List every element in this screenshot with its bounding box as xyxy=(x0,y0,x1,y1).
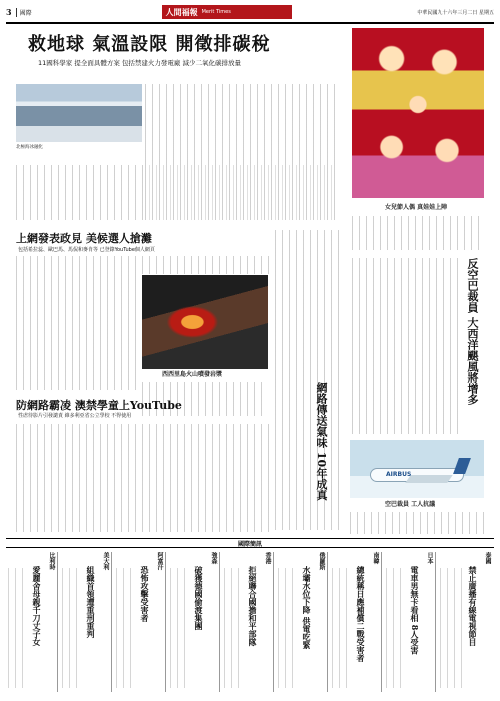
brief-title-4: 破獲德國偷渡集團 xyxy=(194,566,204,630)
dolls-caption: 女兒節人偶 真娃娃上陣 xyxy=(385,204,448,211)
brief-title-8: 電車男無卡看相 8人受害 xyxy=(410,566,420,655)
brief-label-8: 日本 xyxy=(426,552,433,564)
brief-text-2 xyxy=(62,568,82,688)
brief-label-5: 香港 xyxy=(264,552,271,564)
odor-headline: 網路傳送氣味 10年成真 xyxy=(315,382,328,501)
youtube-story-text-2 xyxy=(142,256,272,274)
plane-wing xyxy=(405,475,453,483)
brief-label-9: 泰國 xyxy=(484,552,491,564)
airbus-headline: 反空巴裁員 大西洋颶風將增多 xyxy=(466,258,479,405)
arctic-sea-photo xyxy=(16,84,142,142)
brief-text-3 xyxy=(116,568,136,688)
brief-column-6 xyxy=(276,552,328,692)
airbus-caption: 空巴裁員 工人抗議 xyxy=(385,501,436,508)
plane-tail xyxy=(453,458,471,474)
brief-label-6: 俄羅斯 xyxy=(318,552,325,570)
youtube-story-headline: 上網發表政見 美候選人搶灘 xyxy=(16,232,152,245)
australia-youtube-headline: 防網路霸凌 澳禁學童上YouTube xyxy=(16,399,182,412)
brief-text-1 xyxy=(8,568,28,688)
brief-column-1 xyxy=(6,552,58,692)
brief-text-7 xyxy=(332,568,352,688)
brief-column-2 xyxy=(60,552,112,692)
brief-column-9 xyxy=(438,552,494,692)
brief-title-1: 愛麗舍母親千刀丈子女 xyxy=(32,566,42,646)
masthead-english: Merit Times xyxy=(201,9,231,15)
brief-text-8 xyxy=(386,568,406,688)
main-story-columns xyxy=(145,84,338,220)
youtube-story-deck: 包括希拉蕊、歐巴馬、馬侃和麥肯等 已登錄YouTube個人網頁 xyxy=(18,247,155,253)
airbus-caption-text xyxy=(350,512,484,534)
australia-youtube-text xyxy=(16,424,270,532)
brief-title-2: 組織首領遭重刑重判 xyxy=(86,566,96,638)
youtube-story-text xyxy=(16,256,138,390)
brief-label-1: 比利時 xyxy=(48,552,55,570)
main-subhead: 11國科學家 提全面具體方案 包括禁建火力發電廠 減少二氧化碳排放量 xyxy=(38,59,241,67)
brief-label-3: 阿富汗 xyxy=(156,552,163,570)
brief-label-7: 南韓 xyxy=(372,552,379,564)
brief-column-5 xyxy=(222,552,274,692)
main-headline: 救地球 氣溫設限 開徵排碳稅 xyxy=(28,34,271,55)
brief-label-2: 美大利 xyxy=(102,552,109,570)
brief-column-7 xyxy=(330,552,382,692)
masthead-title: 人間福報 xyxy=(165,7,198,17)
volcano-caption: 西西里島火山噴發岩漿 xyxy=(162,371,223,378)
brief-title-5: 拒絕聯合國擔和平部隊 xyxy=(248,566,258,646)
brief-text-6 xyxy=(278,568,298,688)
page-number: 3 xyxy=(6,7,12,17)
airbus-photo xyxy=(350,440,484,498)
brief-title-3: 恐怖攻擊受害者 xyxy=(140,566,150,622)
dolls-text xyxy=(352,216,484,250)
brief-column-8 xyxy=(384,552,436,692)
brief-label-4: 強森 xyxy=(210,552,217,564)
brief-title-7: 總統稱日應補償二戰受害者 xyxy=(356,566,366,662)
brief-column-4 xyxy=(168,552,220,692)
middle-column-text xyxy=(275,230,345,530)
newspaper-masthead xyxy=(162,5,292,19)
section-label: 國際 xyxy=(16,8,32,17)
brief-title-9: 禁止廣播有線電視節目 xyxy=(468,566,478,646)
publication-date: 中華民國九十六年三月二日 星期五 xyxy=(417,9,494,16)
sea-photo-caption: 北極海冰融化 xyxy=(16,145,43,150)
briefs-band: 國際簡訊 xyxy=(6,538,494,548)
dolls-festival-photo xyxy=(352,28,484,198)
header-bar xyxy=(6,4,494,20)
volcano-photo xyxy=(142,275,268,369)
airbus-text xyxy=(352,258,462,434)
australia-youtube-deck: 性虐待影片引發譴責 維多利亞省公立學校 不得使用 xyxy=(18,413,132,419)
brief-text-4 xyxy=(170,568,190,688)
brief-text-5 xyxy=(224,568,244,688)
brief-column-3 xyxy=(114,552,166,692)
airbus-logo-text: AIRBUS xyxy=(386,471,412,478)
brief-text-9 xyxy=(440,568,464,688)
brief-title-6: 水壩水位下降 供電吃緊 xyxy=(302,566,312,649)
top-rule xyxy=(6,22,494,24)
